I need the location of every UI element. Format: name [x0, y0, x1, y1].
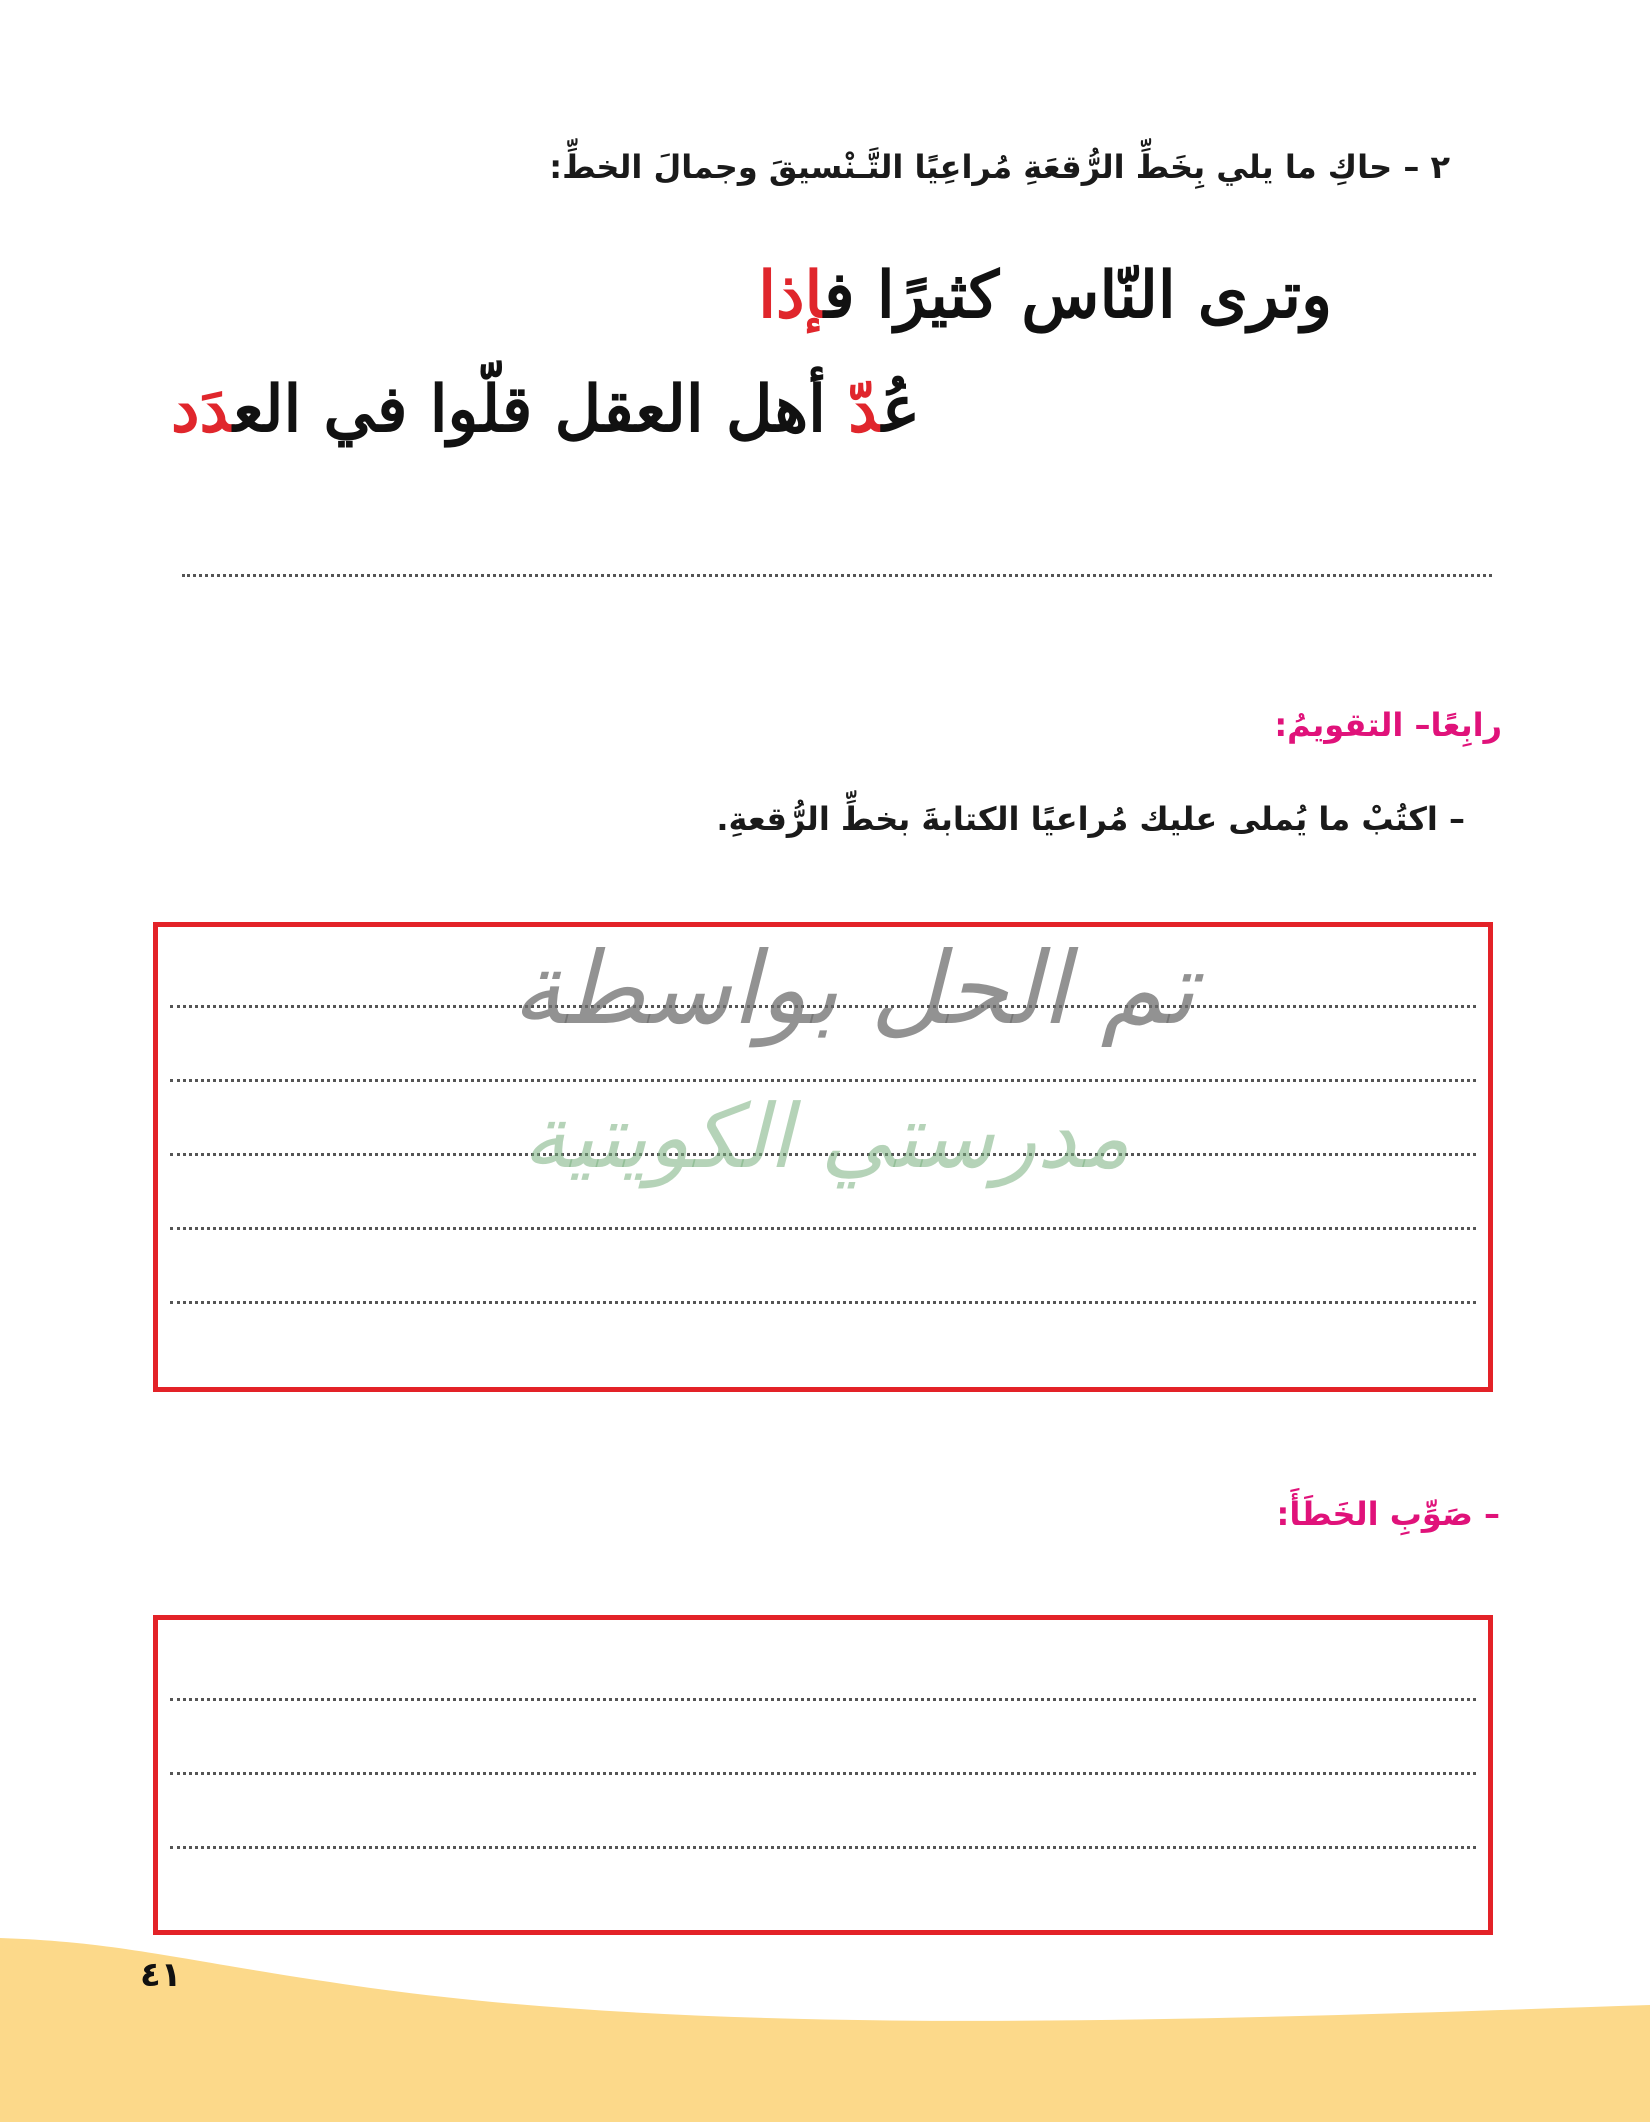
- dictation-instruction: – اكتُبْ ما يُملى عليك مُراعيًا الكتابةَ بخطِّ الرُّقعةِ.: [716, 800, 1465, 838]
- correction-line[interactable]: [170, 1846, 1476, 1849]
- practice-writing-line[interactable]: [182, 574, 1492, 577]
- correction-line[interactable]: [170, 1772, 1476, 1775]
- correction-heading: – صَوِّبِ الخَطَأَ:: [1276, 1495, 1500, 1533]
- verse2-part3: أهل العقل قلّوا في الع: [233, 372, 849, 447]
- verse2-part4-red: دَد: [171, 372, 234, 447]
- dictation-line[interactable]: [170, 1301, 1476, 1304]
- footer-wave-decoration: [0, 1900, 1650, 2122]
- page-number: ٤١: [140, 1955, 182, 1995]
- verse2-part1: عُ: [881, 372, 920, 447]
- dictation-line[interactable]: [170, 1079, 1476, 1082]
- exercise-instruction: ٢ – حاكِ ما يلي بِخَطِّ الرُّقعَةِ مُراعِيًا التَّـنْسيقَ وجمالَ الخطِّ:: [549, 148, 1450, 186]
- verse1-part1: وترى النّاس كثيرًا ف: [824, 258, 1332, 333]
- watermark-solved-by: تم الحل بواسطة: [511, 930, 1195, 1047]
- correction-line[interactable]: [170, 1698, 1476, 1701]
- footer-wave-shape: [0, 1938, 1650, 2122]
- evaluation-heading: رابِعًا– التقويمُ:: [1274, 706, 1502, 744]
- verse1-part2-red: إذا: [758, 258, 825, 333]
- correction-answer-box[interactable]: [153, 1615, 1493, 1935]
- verse2-part2-red: دّ: [848, 372, 882, 447]
- calligraphy-verse-line2: [171, 372, 920, 447]
- calligraphy-verse-line1: [758, 258, 1332, 333]
- watermark-school-name: مدرستي الكويتية: [522, 1085, 1130, 1188]
- dictation-line[interactable]: [170, 1227, 1476, 1230]
